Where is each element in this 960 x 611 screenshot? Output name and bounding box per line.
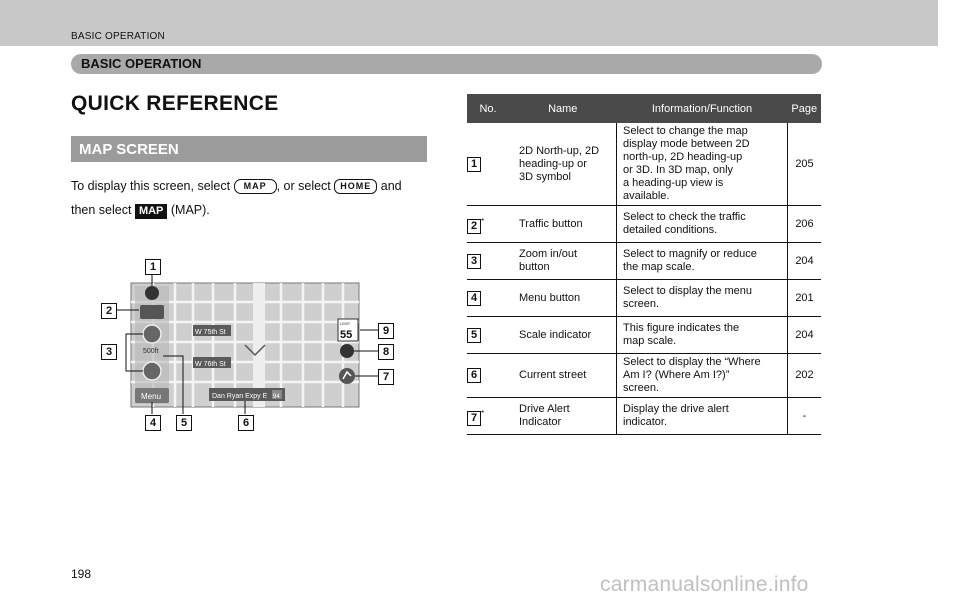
table-body [467, 123, 821, 435]
row-name-line: Drive Alert [519, 403, 570, 415]
map-scale-text: 500ft [143, 348, 159, 355]
row-info-line: Display the drive alert [623, 403, 729, 415]
home-key-icon: HOME [334, 179, 377, 194]
star-mark: * [481, 408, 485, 418]
star-mark: * [481, 216, 485, 226]
subsection-title: MAP SCREEN [79, 141, 179, 158]
row-number-cell [467, 398, 509, 435]
intro-text-3: and then select [71, 179, 402, 217]
street-label-2: W 76th St [195, 361, 226, 368]
row-name-line: Menu button [519, 291, 581, 304]
map-key-icon: MAP [234, 179, 277, 194]
row-number-box: 2 [467, 219, 481, 234]
header-section-label: BASIC OPERATION [71, 31, 165, 42]
intro-text-4: (MAP). [170, 203, 210, 217]
row-name-cell [509, 280, 617, 317]
row-name-line: button [519, 261, 550, 273]
row-name-cell [509, 398, 617, 435]
row-info-line: Select to check the traffic [623, 211, 746, 223]
row-info-cell [617, 280, 788, 317]
row-number-box: 6 [467, 368, 481, 383]
row-info-line: Select to magnify or reduce [623, 248, 757, 260]
subsection-bar [71, 136, 427, 162]
quick-reference-table [467, 94, 821, 435]
row-name-cell [509, 206, 617, 243]
watermark: carmanualsonline.info [600, 573, 809, 596]
row-name-line: 3D symbol [519, 170, 571, 183]
row-info-line: Select to display the “Where [623, 356, 761, 368]
callout-7: 7 [378, 369, 394, 385]
section-heading: BASIC OPERATION [81, 56, 202, 71]
callout-8: 8 [378, 344, 394, 360]
row-info-line: available. [623, 190, 670, 202]
section-heading-bar [71, 54, 822, 74]
table-row [467, 317, 821, 354]
intro-text-2: , or select [276, 179, 331, 193]
table-row [467, 123, 821, 206]
callout-1: 1 [145, 259, 161, 275]
row-info-line: a heading-up view is [623, 177, 724, 189]
table-row [467, 206, 821, 243]
header-bar [0, 0, 938, 46]
row-name-cell [509, 243, 617, 280]
callout-2: 2 [101, 303, 117, 319]
row-name-line: Traffic button [519, 217, 583, 230]
row-info-cell [617, 206, 788, 243]
row-page-cell: 204 [788, 243, 822, 280]
row-info-cell [617, 317, 788, 354]
row-page-cell: 205 [788, 123, 822, 206]
intro-paragraph [71, 174, 429, 222]
header-no: No. [467, 94, 509, 123]
row-number-box: 7 [467, 411, 481, 426]
row-name-line: heading-up or [519, 157, 587, 170]
row-name-line: Current street [519, 369, 587, 381]
row-number-box: 5 [467, 328, 481, 343]
current-street-text: Dan Ryan Expy E [212, 393, 268, 400]
row-info-line: Select to display the menu [623, 285, 753, 297]
table-row [467, 243, 821, 280]
table-row [467, 354, 821, 398]
speed-limit-value: 55 [340, 329, 353, 341]
row-number-cell [467, 280, 509, 317]
row-info-cell [617, 123, 788, 206]
street-label-1: W 75th St [195, 329, 226, 336]
row-name-line: Zoom in/out [519, 248, 578, 260]
row-info-cell [617, 354, 788, 398]
row-number-cell [467, 317, 509, 354]
row-number-cell [467, 123, 509, 206]
row-number-box: 4 [467, 291, 481, 306]
row-info-line: Select to change the map [623, 125, 748, 137]
map-menu-text: Menu [141, 392, 162, 401]
callout-3: 3 [101, 344, 117, 360]
table-header-row [467, 94, 821, 123]
page-number: 198 [71, 567, 92, 581]
row-name-cell [509, 317, 617, 354]
row-name-line: Scale indicator [519, 328, 592, 341]
speed-limit-label: LIMIT [340, 321, 351, 326]
route-badge-text: 94 [273, 394, 280, 400]
row-info-cell [617, 398, 788, 435]
row-info-line: display mode between 2D [623, 138, 750, 150]
row-info-line: north-up, 2D heading-up [623, 151, 743, 163]
row-info-line: screen. [623, 298, 660, 310]
row-info-line: map scale. [623, 335, 677, 347]
row-number-cell [467, 354, 509, 398]
row-page-cell: 201 [788, 280, 822, 317]
row-info-line: the map scale. [623, 261, 695, 273]
row-name-line: Indicator [519, 416, 562, 428]
row-info-line: This figure indicates the [623, 322, 740, 334]
header-info: Information/Function [617, 94, 788, 123]
row-number-cell [467, 206, 509, 243]
callout-4: 4 [145, 415, 161, 431]
header-page: Page [788, 94, 822, 123]
table-row [467, 398, 821, 435]
row-info-line: or 3D. In 3D map, only [623, 164, 734, 176]
row-page-cell: 206 [788, 206, 822, 243]
row-info-cell [617, 243, 788, 280]
callout-5: 5 [176, 415, 192, 431]
table-row [467, 280, 821, 317]
intro-text-1: To display this screen, select [71, 179, 231, 193]
row-name-cell [509, 354, 617, 398]
map-screen-button-icon: MAP [135, 204, 167, 219]
callout-6: 6 [238, 415, 254, 431]
row-number-box: 3 [467, 254, 481, 269]
row-page-cell: 202 [788, 354, 822, 398]
row-info-line: detailed conditions. [623, 224, 718, 236]
row-number-box: 1 [467, 157, 481, 172]
row-number-cell [467, 243, 509, 280]
map-screen-svg [95, 250, 405, 435]
row-info-line: Am I? (Where Am I?)” [623, 369, 730, 381]
row-info-line: screen. [623, 382, 660, 394]
row-name-cell [509, 123, 617, 206]
page-title: QUICK REFERENCE [71, 92, 279, 115]
header-name: Name [509, 94, 617, 123]
callout-9: 9 [378, 323, 394, 339]
row-page-cell: 204 [788, 317, 822, 354]
row-page-cell: - [788, 398, 822, 435]
row-name-line: 2D North-up, 2D [519, 144, 600, 157]
row-info-line: indicator. [623, 416, 668, 428]
map-screen-illustration [95, 250, 405, 435]
